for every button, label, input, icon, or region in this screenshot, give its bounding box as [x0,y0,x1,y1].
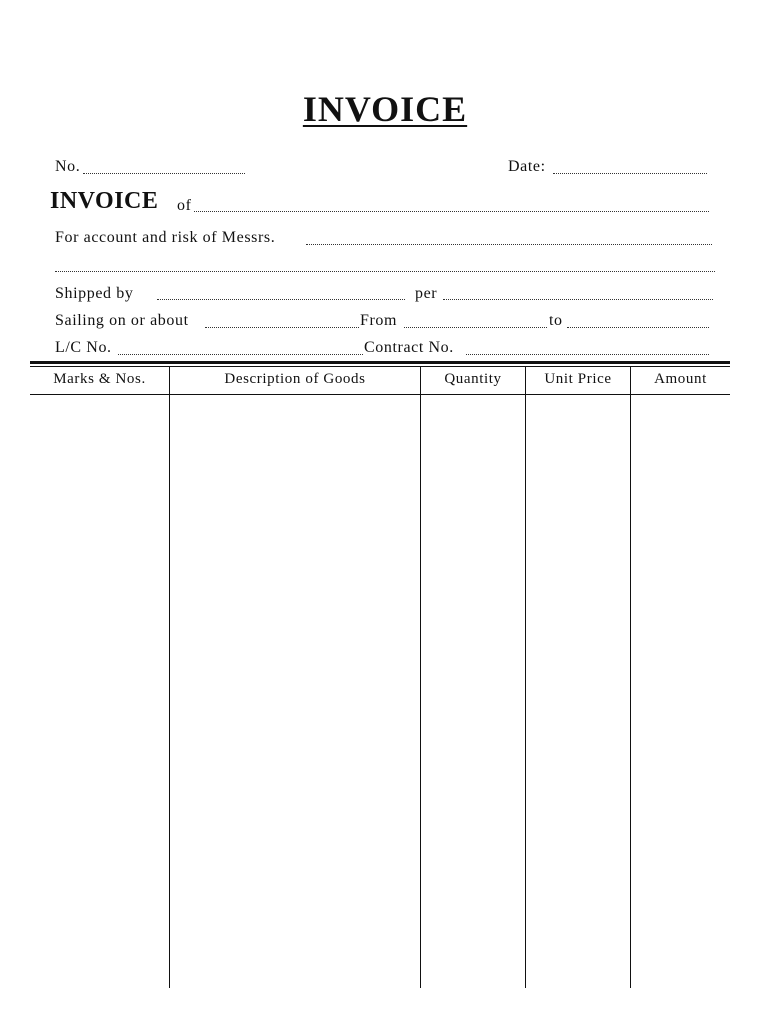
column-divider [525,366,526,988]
no-field[interactable] [83,173,245,174]
account-field-line-2[interactable] [55,271,715,272]
column-divider [169,366,170,988]
lc-label: L/C No. [55,339,112,356]
shipped-by-field[interactable] [157,299,405,300]
table-top-rule-inner [30,366,730,367]
per-field[interactable] [443,299,713,300]
date-field[interactable] [553,173,707,174]
lc-field[interactable] [118,354,363,355]
contract-label: Contract No. [364,339,454,356]
account-label: For account and risk of Messrs. [55,229,276,246]
column-header-quantity: Quantity [444,371,502,387]
from-field[interactable] [404,327,547,328]
contract-field[interactable] [466,354,709,355]
column-header-amount: Amount [654,371,707,387]
to-field[interactable] [567,327,709,328]
no-label: No. [55,158,81,175]
invoice-of-heading: INVOICE [50,188,159,214]
sailing-field[interactable] [205,327,359,328]
invoice-of-field[interactable] [194,211,709,212]
column-header-description: Description of Goods [224,371,366,387]
invoice-title: INVOICE [302,89,468,129]
invoice-of-label: of [177,197,192,214]
column-divider [630,366,631,988]
sailing-label: Sailing on or about [55,312,189,329]
per-label: per [415,285,438,302]
shipped-by-label: Shipped by [55,285,134,302]
from-label: From [360,312,398,329]
account-field[interactable] [306,244,712,245]
column-header-marks: Marks & Nos. [53,371,146,387]
column-header-unit-price: Unit Price [544,371,612,387]
date-label: Date: [508,158,546,175]
table-top-rule [30,361,730,364]
column-divider [420,366,421,988]
to-label: to [549,312,563,329]
table-header-rule [30,394,730,395]
